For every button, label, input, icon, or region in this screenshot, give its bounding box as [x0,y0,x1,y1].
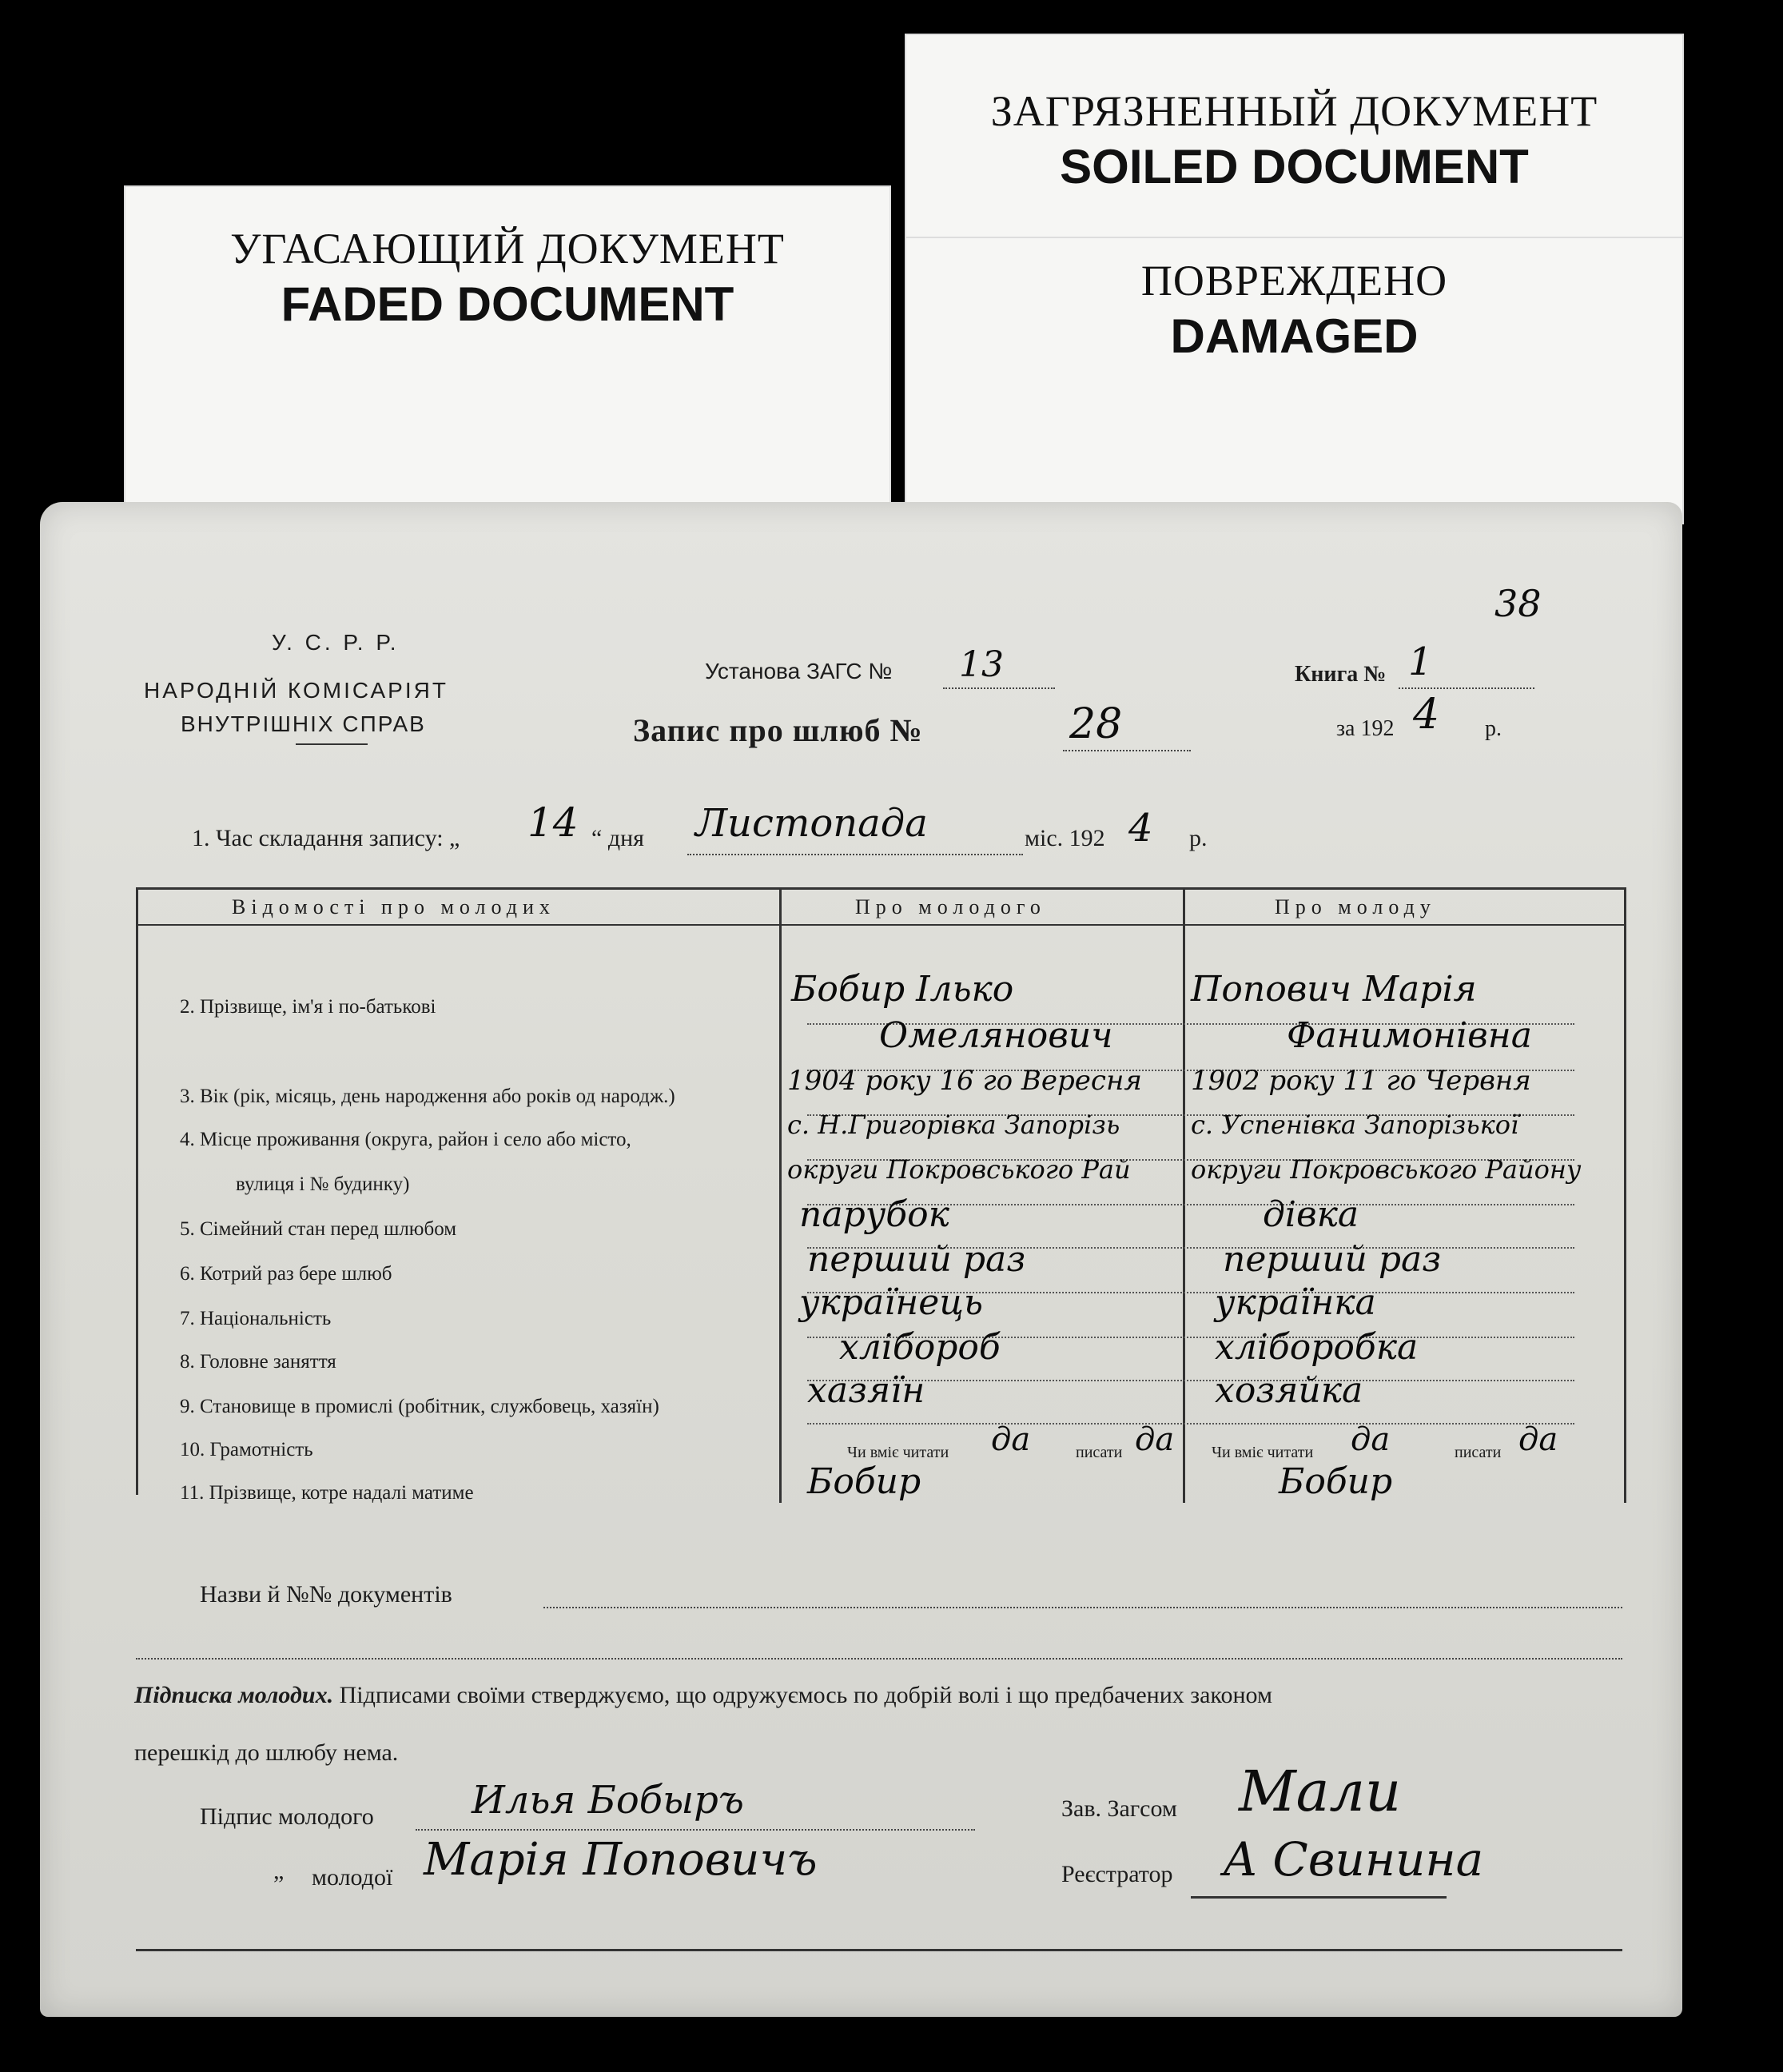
record-day-suffix: “ дня [591,825,644,851]
soiled-document-card [905,34,1684,245]
declaration-text: Підписами своїми стверджуємо, що одружуємось по добрій волі і що предбачених законом [339,1682,1272,1708]
damaged-ru-label: ПОВРЕЖДЕНО [1140,257,1448,305]
book-label: Книга № [1295,662,1387,687]
zags-number: 13 [959,644,1004,685]
groom-district: округи Покровського Рай [787,1154,1131,1185]
row-label-name: 2. Прізвище, ім'я і по-батькові [180,996,436,1018]
groom-signature-line [416,1829,975,1831]
bride-signature-label: молодої [312,1864,393,1891]
commissariat-line-2: ВНУТРІШНІХ СПРАВ [181,711,426,736]
zags-number-line [943,687,1055,689]
corner-page-number: 38 [1494,582,1542,625]
bride-marriage-count: перший раз [1223,1239,1442,1280]
row-label-marital-status: 5. Сімейний стан перед шлюбом [180,1218,457,1240]
groom-age: 1904 року 16 го Вересня [787,1065,1142,1097]
marriage-record-document [40,502,1682,2017]
table-header-border [136,924,1626,926]
documents-label: Назви й №№ документів [200,1581,452,1608]
groom-future-surname: Бобир [807,1461,921,1502]
groom-occupation: хлібороб [839,1327,1001,1368]
bride-occupation: хліборобка [1215,1327,1419,1368]
damaged-en-label: DAMAGED [1170,309,1419,363]
groom-signature: Илья Бобыръ [472,1778,744,1823]
head-zags-label: Зав. Загсом [1061,1795,1177,1822]
groom-write-label: писати [1076,1444,1123,1461]
bride-district: округи Покровського Району [1191,1154,1582,1185]
groom-residence: с. Н.Григорівка Запорізь [787,1110,1120,1140]
row-label-literacy: 10. Грамотність [180,1439,313,1460]
record-year-digit: 4 [1128,806,1153,851]
year-label: за 192 [1336,716,1395,741]
bride-write-label: писати [1455,1444,1502,1461]
row-label-position: 9. Становище в промислі (робітник, службовець, хазяїн) [180,1396,659,1417]
bride-read-value: да [1351,1421,1391,1458]
registrar-underline [1191,1896,1447,1899]
header-rule [296,743,368,745]
year-digit: 4 [1413,691,1440,739]
groom-read-value: да [991,1421,1031,1458]
row-label-marriage-count: 6. Котрий раз бере шлюб [180,1263,392,1285]
bride-nationality: українка [1215,1282,1376,1323]
soiled-ru-label: ЗАГРЯЗНЕННЫЙ ДОКУМЕНТ [990,87,1598,135]
faded-en-label: FADED DOCUMENT [281,277,734,331]
row-label-street: вулиця і № будинку) [236,1173,410,1195]
groom-name: Бобир Ілько [791,969,1014,1010]
row-label-future-surname: 11. Прізвище, котре надалі матиме [180,1482,474,1504]
record-number-line [1063,750,1191,751]
documents-line-2 [136,1658,1622,1660]
record-title: Запис про шлюб № [633,712,923,748]
table-header-groom: Про молодого [855,895,1046,918]
faded-ru-label: УГАСАЮЩИЙ ДОКУМЕНТ [230,225,785,273]
zags-label: Установа ЗАГС № [705,659,893,683]
bottom-rule [136,1949,1622,1951]
soiled-en-label: SOILED DOCUMENT [1060,140,1529,193]
registrar-signature: А Свинина [1223,1832,1484,1887]
record-year-suffix: р. [1189,825,1208,851]
table-header-details: Відомості про молодих [232,895,555,918]
record-mis-label: міс. 192 [1025,825,1105,851]
table-header-bride: Про молоду [1275,895,1436,918]
groom-nationality: українець [799,1282,983,1323]
bride-future-surname: Бобир [1279,1461,1393,1502]
bride-patronymic: Фанимонівна [1287,1015,1532,1056]
commissariat-line-1: НАРОДНІЙ КОМІСАРІЯТ [144,678,448,703]
bride-can-read-label: Чи вміє читати [1212,1444,1314,1461]
bride-position: хозяйка [1215,1370,1363,1411]
faded-document-card [124,185,891,521]
bride-signature: Марія Поповичъ [424,1834,818,1886]
registrar-label: Реєстратор [1061,1861,1173,1887]
bride-write-value: да [1518,1421,1558,1458]
row-label-age: 3. Вік (рік, місяць, день народження або років од народж.) [180,1086,675,1107]
record-number: 28 [1069,700,1123,748]
record-day: 14 [527,799,579,846]
book-number: 1 [1408,640,1433,684]
ditto-mark: „ [273,1858,285,1884]
bride-residence: с. Успенівка Запорізької [1191,1110,1519,1140]
row-label-nationality: 7. Національність [180,1308,332,1329]
record-month-line [687,854,1023,855]
groom-position: хазяїн [807,1370,925,1411]
groom-signature-label: Підпис молодого [200,1803,374,1830]
record-time-label: 1. Час складання запису: „ [192,825,460,851]
table-left-border [136,887,138,1495]
groom-marital-status: парубок [799,1194,949,1235]
year-suffix: р. [1485,716,1502,741]
row-label-residence: 4. Місце проживання (округа, район і село або місто, [180,1129,631,1150]
table-col-divider-2 [1183,887,1185,1503]
record-month: Листопада [695,801,928,846]
damaged-document-card [905,237,1684,524]
ussr-heading: У. С. Р. Р. [272,630,400,655]
groom-write-value: да [1135,1421,1175,1458]
bride-age: 1902 року 11 го Червня [1191,1065,1531,1097]
groom-can-read-label: Чи вміє читати [847,1444,949,1461]
bride-marital-status: дівка [1263,1194,1359,1235]
bride-name: Попович Марія [1191,969,1477,1010]
documents-line [543,1607,1622,1608]
row-line [807,1423,1574,1424]
declaration-text-2: перешкід до шлюбу нема. [134,1739,399,1766]
book-number-line [1399,687,1534,689]
head-zags-signature: Мали [1239,1759,1402,1824]
groom-marriage-count: перший раз [807,1239,1026,1280]
table-top-border [136,887,1626,890]
groom-patronymic: Омелянович [879,1015,1113,1056]
table-right-border [1624,887,1626,1503]
table-col-divider-1 [779,887,782,1503]
row-label-occupation: 8. Головне заняття [180,1351,336,1373]
declaration-title: Підписка молодих. [134,1682,334,1708]
